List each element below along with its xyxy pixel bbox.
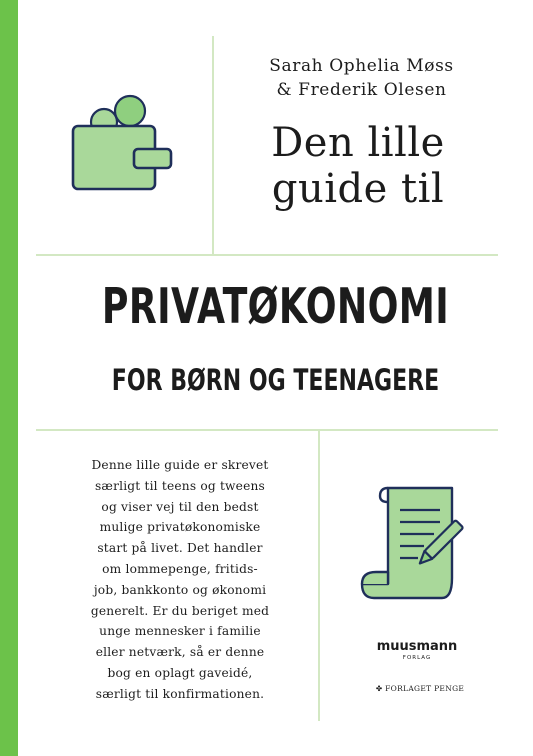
blurb-line: job, bankkonto og økonomi — [93, 582, 267, 597]
subtitle: FOR BØRN OG TEENAGERE — [111, 363, 440, 397]
divider-vertical-top — [212, 36, 214, 254]
guide-title — [228, 120, 488, 212]
divider-vertical-bottom — [318, 429, 320, 721]
imprint-name: FORLAGET PENGE — [385, 684, 465, 693]
document-pen-icon — [354, 482, 480, 606]
imprint-logo — [360, 684, 480, 693]
main-title: PRIVATØKONOMI — [101, 278, 450, 335]
wallet-icon — [70, 94, 176, 194]
guide-title-line-1: Den lille — [271, 120, 445, 166]
publisher-sub: FORLAG — [402, 655, 432, 661]
blurb-line: Denne lille guide er skrevet — [91, 458, 269, 472]
authors — [244, 54, 479, 102]
blurb-line: særligt til konfirmationen. — [95, 686, 265, 701]
blurb-line: mulige privatøkonomiske — [99, 520, 261, 535]
author-line-1: Sarah Ophelia Møss — [269, 56, 454, 76]
blurb-line: særligt til teens og tweens — [94, 478, 266, 493]
author-line-2: & Frederik Olesen — [276, 80, 447, 100]
blurb-line: bog en oplagt gaveidé, — [107, 665, 253, 680]
blurb-text — [60, 455, 300, 705]
blurb-line: start på livet. Det handler — [97, 541, 263, 556]
green-spine-stripe — [0, 0, 18, 756]
publisher-logo: muusmann — [376, 639, 458, 654]
blurb-line: generelt. Er du beriget med — [90, 603, 270, 618]
blurb-line: og viser vej til den bedst — [101, 499, 259, 514]
clover-icon: ✤ — [375, 684, 386, 693]
divider-horizontal-top — [36, 254, 498, 256]
blurb-line: unge mennesker i familie — [99, 624, 261, 639]
blurb-line: om lommepenge, fritids- — [102, 561, 258, 576]
divider-horizontal-middle — [36, 429, 498, 431]
blurb-line: eller netværk, så er denne — [95, 645, 265, 660]
guide-title-line-2: guide til — [271, 166, 445, 212]
